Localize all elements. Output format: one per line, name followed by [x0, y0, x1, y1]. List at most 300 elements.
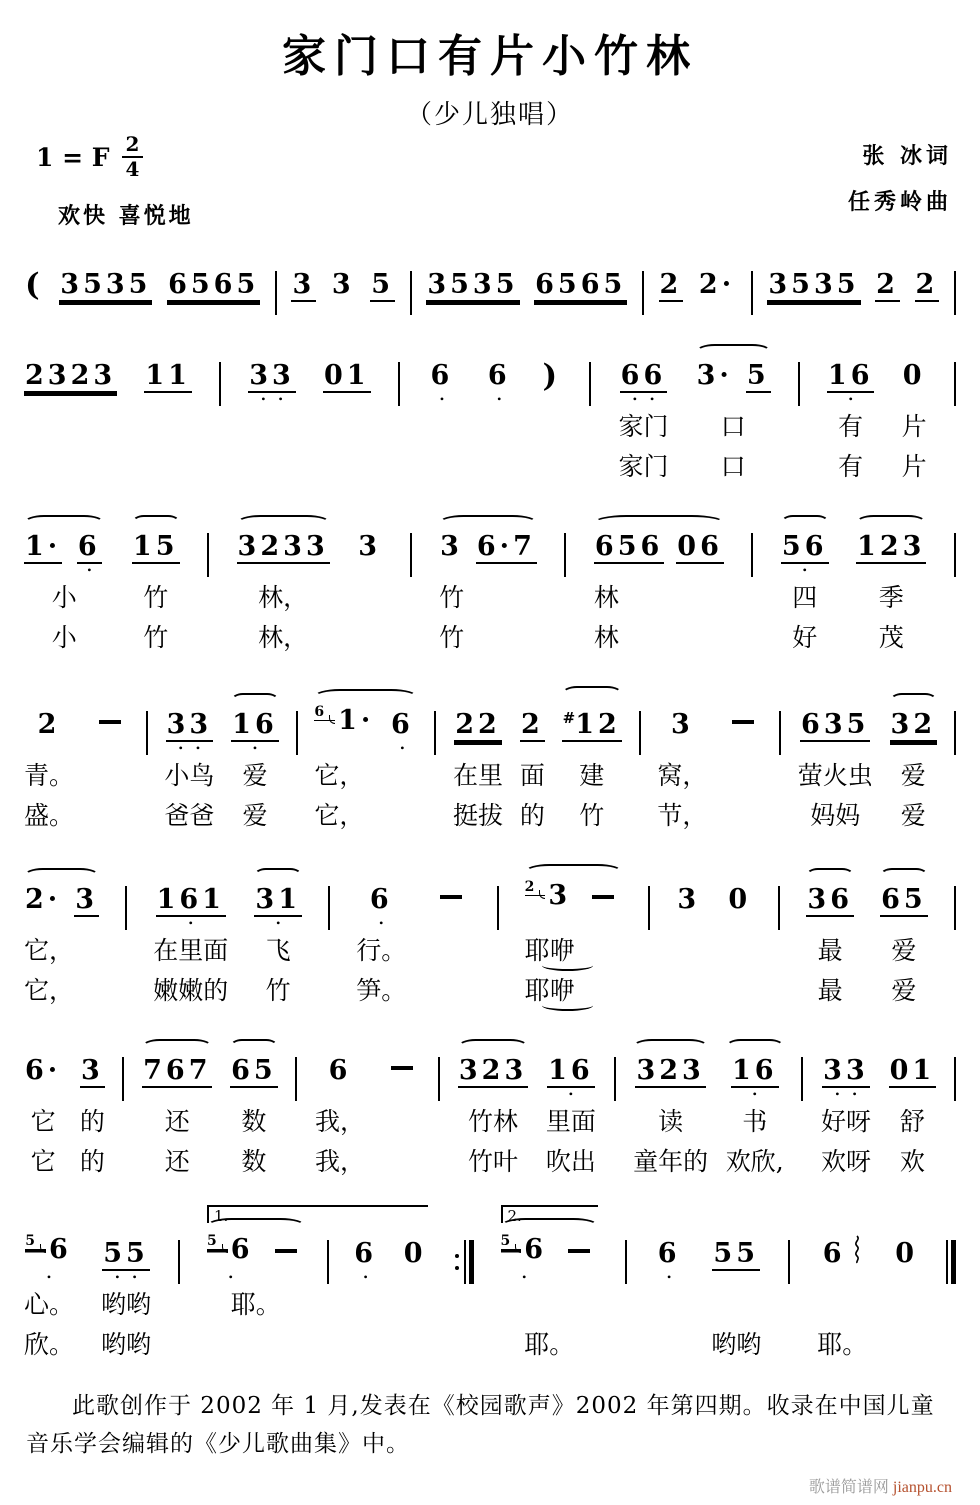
note: 0 — [895, 1238, 918, 1269]
volta-section — [501, 1205, 599, 1366]
lyric-verse2: 爱 — [891, 976, 917, 1005]
note-cell — [484, 339, 514, 488]
lyric-verse2: 挺拔 — [453, 801, 504, 830]
slur-arc — [142, 1039, 212, 1054]
lyric-verse1 — [24, 408, 117, 448]
octave-dots: • — [252, 741, 271, 755]
repeat-barline — [455, 1237, 474, 1286]
note-cell — [698, 248, 736, 317]
note-cell — [915, 248, 940, 317]
octave-dots: •• — [178, 741, 214, 755]
lyric-verse1: 数 — [241, 1107, 267, 1136]
note-cell — [231, 688, 279, 837]
lyric-verse2: 家门 — [618, 452, 669, 481]
note: 161 • — [156, 884, 225, 930]
volta-label: 2. — [507, 1207, 522, 1225]
note — [383, 1054, 421, 1103]
note: 3535 — [768, 269, 860, 300]
slur-arc — [890, 693, 938, 708]
note: 66 •• — [620, 360, 668, 406]
octave-dots: • — [497, 392, 515, 406]
lyric-verse2: 童年的 — [633, 1147, 709, 1176]
note: 3535 — [427, 269, 519, 300]
slur-arc — [726, 1039, 784, 1054]
note-cell — [24, 339, 117, 488]
lyric-verse2: 笋。 — [356, 976, 407, 1005]
note-cell — [370, 248, 395, 317]
lyric-verse2: 它 — [30, 1147, 56, 1176]
note: 6 • — [351, 1237, 381, 1286]
note-cell — [24, 510, 104, 659]
lyric-verse2: 有 — [838, 452, 864, 481]
duration-dash — [440, 895, 462, 899]
note: 16 • — [232, 709, 278, 755]
slur-arc — [856, 515, 926, 530]
notation-line — [22, 859, 958, 1012]
lyric-verse1: 窝， — [657, 761, 708, 790]
lyric-verse1: 口 — [720, 412, 746, 441]
lyric-verse1 — [727, 932, 752, 972]
lyric-verse1 — [894, 1286, 919, 1326]
note: 06 — [677, 531, 723, 562]
lyric-verse1 — [383, 1103, 421, 1143]
barline — [122, 1054, 124, 1103]
note-cell — [767, 248, 860, 317]
note: 33 •• — [823, 1055, 870, 1101]
note-cell — [594, 510, 724, 659]
note: 2 — [520, 709, 544, 740]
slur-arc — [696, 344, 771, 359]
slur-arc — [254, 868, 302, 883]
lyric-verse2: 茂 — [878, 623, 904, 652]
note: 6 • — [387, 708, 417, 757]
lyric-verse2 — [207, 1326, 305, 1366]
lyric-verse2 — [383, 1143, 421, 1183]
lyric-verse2: 欣。 — [24, 1330, 75, 1359]
barline — [564, 530, 566, 579]
time-signature — [122, 133, 144, 181]
barline — [954, 268, 956, 317]
barline — [589, 359, 591, 408]
slur-arc — [132, 515, 180, 530]
lyric-verse2 — [248, 448, 296, 488]
glissando-wavy-line — [851, 1234, 863, 1264]
score-header-row — [22, 133, 958, 232]
note-cell — [91, 688, 129, 837]
note: 2323 — [25, 360, 117, 391]
note-cell — [724, 688, 762, 837]
note-cell — [676, 863, 701, 1012]
lyric-verse1: 竹 — [439, 583, 465, 612]
note — [432, 883, 470, 932]
lyric-verse2: 好 — [792, 623, 818, 652]
duration-dash — [732, 720, 754, 724]
note: 323 — [636, 1055, 705, 1086]
note: 3233 — [237, 531, 329, 562]
lyric-verse2 — [91, 797, 129, 837]
note-cell — [875, 248, 900, 317]
note: 3 — [75, 884, 98, 915]
note: 2· — [25, 884, 62, 915]
note-cell — [520, 688, 545, 837]
barline — [954, 883, 956, 932]
barline — [328, 883, 330, 932]
lyric-verse2: 欢欣, — [725, 1147, 784, 1176]
slur-arc — [594, 515, 724, 530]
note-cell — [164, 688, 214, 837]
note-cell — [711, 1217, 761, 1366]
notation-line — [22, 1205, 958, 1366]
octave-dots: • — [522, 1270, 540, 1284]
note-cell — [426, 248, 519, 317]
lyric-verse2: 小 — [51, 623, 77, 652]
note-cell — [24, 863, 99, 1012]
note — [560, 1237, 598, 1286]
note-cell — [439, 510, 537, 659]
lyric-verse1: 小鸟 — [164, 761, 215, 790]
key-signature — [22, 133, 194, 181]
note: 2 — [915, 269, 939, 300]
lyric-verse2: 盛。 — [24, 801, 75, 830]
lyric-verse2 — [144, 448, 192, 488]
lyric-verse2: 还 — [164, 1147, 190, 1176]
note-cell — [798, 688, 873, 837]
note-cell — [618, 339, 668, 488]
lyric-verse2 — [357, 619, 382, 659]
lyric-verse2 — [323, 448, 371, 488]
tempo-marking: 欢快 喜悦地 — [58, 203, 194, 229]
lyric-verse1: 飞 — [265, 936, 291, 965]
barline — [207, 530, 209, 579]
slur-arc — [525, 864, 623, 879]
note: 16 • — [827, 360, 874, 406]
note: 16 • — [731, 1055, 778, 1101]
lyric-verse1: 里面 — [545, 1107, 596, 1136]
note — [724, 708, 762, 757]
notation-line — [22, 681, 958, 837]
octave-dots: • — [276, 916, 294, 930]
lyric-verse1: 竹林 — [468, 1107, 519, 1136]
duration-dash — [99, 720, 121, 724]
octave-dots: • — [848, 392, 866, 406]
key-label: 1 = F — [36, 142, 110, 172]
note-cell — [153, 863, 228, 1012]
composer-credit: 任秀岭曲 — [847, 189, 952, 216]
note: 2 — [659, 269, 683, 300]
lyric-verse1: 好呀 — [820, 1107, 871, 1136]
lyric-verse2: 它， — [24, 976, 75, 1005]
barline — [954, 708, 956, 757]
note: 5 — [371, 269, 395, 300]
barline — [954, 530, 956, 579]
note-cell — [24, 1213, 74, 1366]
note: 6 — [328, 1055, 352, 1086]
note: ) — [542, 358, 562, 394]
lyric-verse1: 竹 — [143, 583, 169, 612]
grace-note: 6 — [314, 704, 335, 721]
barline — [639, 708, 641, 757]
lyric-verse1: 最 — [817, 936, 843, 965]
slur-arc — [633, 1039, 708, 1054]
note: 3 — [292, 269, 316, 300]
note: 323 — [458, 1055, 528, 1086]
lyric-verse2 — [484, 448, 514, 488]
barline — [398, 359, 400, 408]
lyric-verse1: 爱 — [900, 761, 926, 790]
note: 3 — [440, 531, 463, 562]
barline — [954, 1054, 956, 1103]
lyric-verse1: 建 — [579, 761, 605, 790]
note-cell — [890, 688, 938, 837]
note-cell — [254, 863, 302, 1012]
note: $^5$ 6 • — [206, 1233, 254, 1284]
lyric-verse2: 口 — [720, 452, 746, 481]
note — [91, 708, 129, 757]
lyric-verse1: 耶咿 — [525, 932, 623, 972]
note-cell — [24, 248, 45, 317]
note-cell — [902, 339, 927, 488]
barline — [146, 708, 148, 757]
note-cell — [781, 510, 829, 659]
lyric-verse1 — [248, 408, 296, 448]
barline — [642, 268, 644, 317]
lyric-verse1: 它 — [30, 1107, 56, 1136]
lyric-verse2: 欢呀 — [820, 1147, 871, 1176]
note: 767 — [143, 1055, 212, 1086]
lyric-verse1: 在里面 — [153, 936, 229, 965]
final-barline — [946, 1237, 956, 1286]
note: 3· — [696, 360, 733, 391]
note-cell — [880, 863, 928, 1012]
lyric-verse2 — [724, 797, 762, 837]
lyric-verse2 — [24, 448, 117, 488]
slur-arc — [458, 1039, 528, 1054]
note-cell — [24, 1034, 62, 1183]
lyric-verse2: 爸爸 — [164, 801, 215, 830]
note-cell — [727, 863, 752, 1012]
lyric-verse1: 爱 — [242, 761, 268, 790]
lyric-verse1: 书 — [742, 1107, 768, 1136]
note: 3 — [670, 709, 694, 740]
note: #12 — [562, 709, 621, 740]
note: 3 — [677, 884, 701, 915]
note: 15 — [132, 531, 179, 562]
lyric-verse1 — [817, 1286, 867, 1326]
lyric-verse1: 心。 — [24, 1290, 75, 1319]
lyric-verse2: 吹出 — [545, 1147, 596, 1176]
note: 656 — [594, 531, 664, 562]
notation-line — [22, 339, 958, 488]
lyric-verse1: 行。 — [356, 936, 407, 965]
note-cell — [383, 1034, 421, 1183]
lyric-verse2: 我， — [314, 1147, 365, 1176]
credits-block — [848, 133, 958, 225]
octave-dots: •• — [835, 1087, 870, 1101]
note-cell — [453, 688, 503, 837]
barline — [295, 1054, 297, 1103]
lyric-verse1: 萤火虫 — [797, 761, 873, 790]
song-subtitle: （少儿独唱） — [405, 100, 574, 130]
note-cell — [458, 1034, 528, 1183]
note-cell — [144, 339, 192, 488]
volta-bracket — [207, 1205, 428, 1223]
sharp-accidental: # — [562, 709, 576, 727]
note-cell — [542, 339, 563, 488]
note: 6565 — [535, 269, 627, 300]
lyric-verse2: 竹 — [439, 623, 465, 652]
slur-arc — [230, 1039, 278, 1054]
note: 3 — [331, 269, 355, 300]
watermark-site-name: 歌谱简谱网 — [808, 1478, 889, 1496]
lyric-verse1 — [403, 1286, 428, 1326]
note-cell — [59, 248, 152, 317]
lyricist-credit: 张 冰词 — [862, 143, 952, 169]
note: 6 • — [484, 359, 514, 408]
note: 3535 — [60, 269, 152, 300]
lyric-verse1 — [484, 408, 514, 448]
lyric-verse2: 妈妈 — [810, 801, 861, 830]
lyric-verse2: 爱 — [900, 801, 926, 830]
note-cell — [562, 681, 622, 837]
lyric-verse2 — [654, 1326, 684, 1366]
note: 01 — [323, 360, 370, 391]
octave-dots: • — [228, 1270, 246, 1284]
lyric-verse2: 节， — [657, 801, 708, 830]
lyric-verse2: 耶。 — [524, 1330, 575, 1359]
note-cell — [633, 1034, 708, 1183]
barline — [801, 1054, 803, 1103]
lyric-verse2: 片 — [901, 452, 927, 481]
notation-line — [22, 1034, 958, 1183]
note-cell — [356, 863, 406, 1012]
note: 6565 — [168, 269, 260, 300]
note: $^5$ 6 • — [500, 1233, 548, 1284]
note-cell — [132, 510, 180, 659]
note: 2 — [876, 269, 899, 300]
note-cell — [207, 1213, 305, 1366]
lyric-verse1 — [501, 1286, 599, 1326]
lyric-verse2 — [351, 1326, 381, 1366]
duration-dash — [275, 1249, 297, 1253]
octave-dots: • — [802, 563, 820, 577]
lyric-verse2: 爱 — [242, 801, 268, 830]
note-cell — [80, 1034, 105, 1183]
barline — [778, 883, 780, 932]
barline — [648, 883, 650, 932]
note: 22 — [455, 709, 501, 740]
notation-line — [22, 510, 958, 659]
note-cell — [817, 1214, 867, 1366]
note: $^2$ 3 — [524, 879, 572, 911]
note: 65 — [231, 1055, 277, 1086]
lyric-verse1: 小 — [51, 583, 77, 612]
lyric-verse2: 数 — [241, 1147, 267, 1176]
note-cell — [403, 1217, 428, 1366]
barline — [788, 1237, 790, 1286]
note: $^5$ 6 • — [25, 1233, 72, 1284]
slur-arc — [24, 515, 104, 530]
note: 6 • — [427, 359, 457, 408]
lyric-verse1 — [542, 408, 563, 448]
lyric-verse2 — [403, 1326, 428, 1366]
lyric-verse1: 面 — [519, 761, 545, 790]
note: 0 — [728, 884, 752, 915]
note-cell — [894, 1217, 919, 1366]
grace-note: 5 — [501, 1233, 522, 1250]
lyric-verse1 — [351, 1286, 381, 1326]
note-cell — [237, 510, 330, 659]
note — [584, 883, 622, 932]
barline — [779, 708, 781, 757]
lyric-verse2: 哟哟 — [101, 1330, 152, 1359]
note-cell — [248, 339, 296, 488]
lyric-verse1: 青。 — [24, 761, 75, 790]
lyric-verse2: 竹 — [265, 976, 291, 1005]
note: 01 — [889, 1055, 936, 1086]
barline — [614, 1054, 616, 1103]
grace-note: 2 — [525, 879, 546, 896]
slur-arc — [237, 515, 330, 530]
note-cell — [167, 248, 260, 317]
lyric-verse1 — [357, 579, 382, 619]
lyric-verse1 — [432, 932, 470, 972]
lyric-verse1: 片 — [901, 412, 927, 441]
lyric-verse1 — [676, 932, 701, 972]
note-cell — [427, 339, 457, 488]
note-cell — [657, 688, 707, 837]
note-cell — [696, 339, 771, 488]
lyric-verse1: 它， — [314, 761, 365, 790]
note: 5 — [746, 360, 770, 391]
slur-arc — [781, 515, 829, 530]
barline — [219, 359, 221, 408]
lyric-verse2: 竹 — [143, 623, 169, 652]
barline — [125, 883, 127, 932]
note-cell — [357, 510, 382, 659]
note: ( — [25, 267, 44, 303]
lyric-verse2: 它， — [314, 801, 365, 830]
lyric-verse1: 还 — [164, 1107, 190, 1136]
slur-arc — [880, 868, 928, 883]
barline — [798, 359, 800, 408]
lyric-verse1: 它， — [24, 936, 75, 965]
note: $^6$ 1· — [314, 704, 375, 736]
lyric-verse2 — [542, 448, 563, 488]
note: 3 — [358, 531, 382, 562]
volta-bracket — [501, 1205, 599, 1223]
octave-dots: • — [46, 1270, 65, 1284]
note: 6·7 — [476, 531, 536, 562]
note-cell — [534, 248, 627, 317]
barline — [327, 1237, 329, 1286]
barline — [751, 530, 753, 579]
lyric-verse2: 欢 — [899, 1147, 925, 1176]
song-title: 家门口有片小竹林 — [282, 31, 698, 82]
lyric-verse2: 的 — [79, 1147, 105, 1176]
slur-arc — [24, 868, 99, 883]
note: 6 — [822, 1234, 863, 1286]
volta-label: 1. — [213, 1207, 229, 1225]
octave-dots: • — [400, 741, 418, 755]
lyric-verse2: 竹叶 — [468, 1147, 519, 1176]
note: 123 — [857, 531, 926, 562]
note-cell — [525, 859, 623, 1012]
lyric-verse2 — [427, 448, 457, 488]
octave-dots: • — [667, 1270, 685, 1284]
slur-arc — [806, 868, 854, 883]
lyric-verse2 — [432, 972, 470, 1012]
note — [267, 1237, 305, 1286]
